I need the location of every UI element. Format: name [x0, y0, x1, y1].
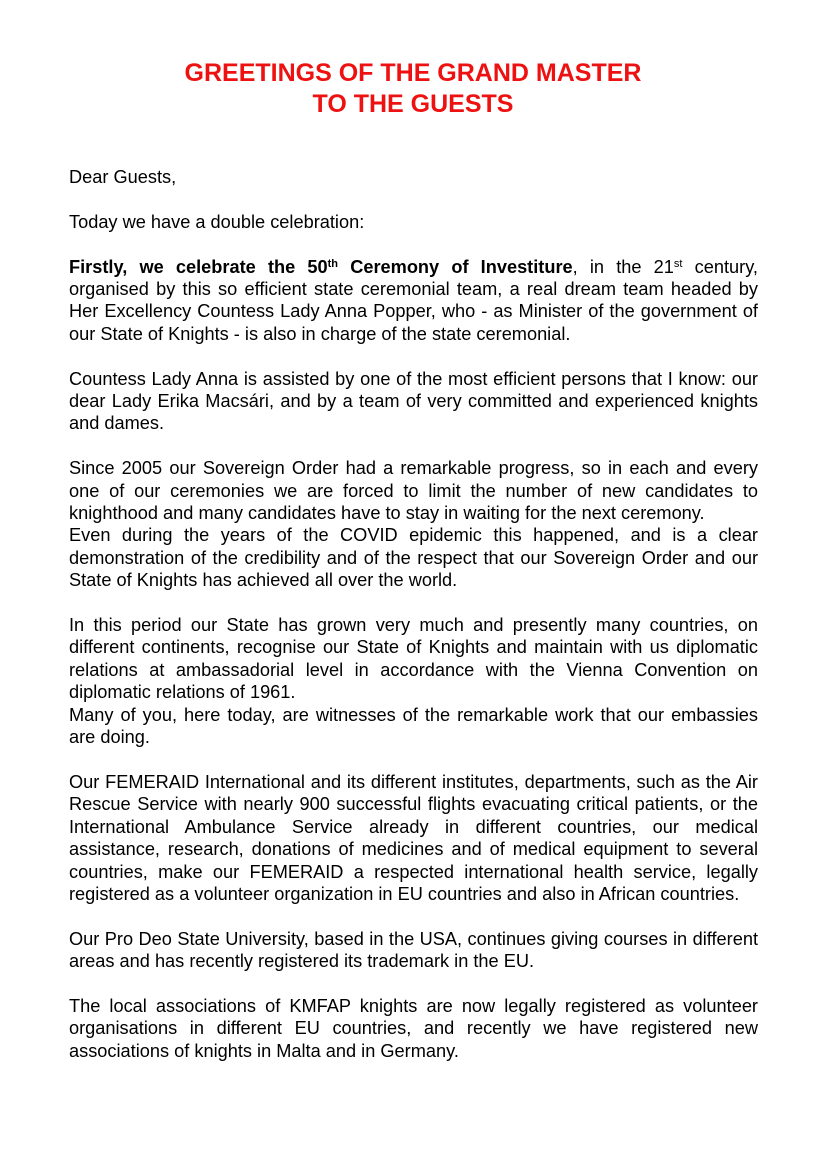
bold-text-a: Firstly, we celebrate the 50: [69, 256, 328, 277]
letter-body: [69, 166, 758, 1062]
title-line-2: TO THE GUESTS: [312, 90, 514, 118]
paragraph-state-growth: In this period our State has grown very much and presently many countries, on different continents, recognise our State of Knights and maintain with us diplomatic relations at ambassadorial level in accordance with the Vienna Convention on diplomatic relations of 1961.: [69, 615, 758, 703]
paragraph-university: Our Pro Deo State University, based in the USA, continues giving courses in different areas and has recently registered its trademark in the EU.: [69, 928, 758, 972]
paragraph-embassies: Many of you, here today, are witnesses of the remarkable work that our embassies are doing.: [69, 704, 758, 748]
paragraph-investiture: [69, 256, 758, 346]
page-title: [0, 58, 826, 120]
intro-paragraph: Today we have a double celebration:: [69, 211, 365, 232]
bold-text-b: Ceremony of Investiture: [338, 256, 573, 277]
text-b: century, organised by this so efficient state ceremonial team, a real dream team headed by Her Excellency Countess Lady Anna Popper, who - as Minister of the government of our State of Knights - is also in charge of the state ceremonial.: [69, 256, 758, 344]
paragraph-covid: Even during the years of the COVID epidemic this happened, and is a clear demonstration of the credibility and of the respect that our Sovereign Order and our State of Knights has achieved all over the world.: [69, 525, 758, 591]
superscript-th: th: [327, 257, 339, 270]
title-line-1: GREETINGS OF THE GRAND MASTER: [184, 59, 642, 87]
paragraph-femeraid: Our FEMERAID International and its different institutes, departments, such as the Air Rescue Service with nearly 900 successful flights evacuating critical patients, or the International Ambulance Service already in different countries, our medical assistance, research, donations of medicines and of medical equipment to several countries, make our FEMERAID a respected international health service, legally registered as a volunteer organization in EU countries and also in African countries.: [69, 771, 758, 904]
superscript-st: st: [673, 257, 683, 270]
paragraph-progress: Since 2005 our Sovereign Order had a remarkable progress, so in each and every one of our ceremonies we are forced to limit the number of new candidates to knighthood and many candidates have to stay in waiting for the next ceremony.: [69, 458, 758, 524]
paragraph-associations: The local associations of KMFAP knights are now legally registered as volunteer organisations in different EU countries, and recently we have registered new associations of knights in Malta and in Germany.: [69, 995, 758, 1061]
salutation: Dear Guests,: [69, 167, 177, 187]
investiture-bold: [69, 257, 573, 277]
text-a: , in the 21: [572, 256, 674, 277]
paragraph-assistance: Countess Lady Anna is assisted by one of the most efficient persons that I know: our dear Lady Erika Macsári, and by a team of very committed and experienced knights and dames.: [69, 368, 758, 434]
